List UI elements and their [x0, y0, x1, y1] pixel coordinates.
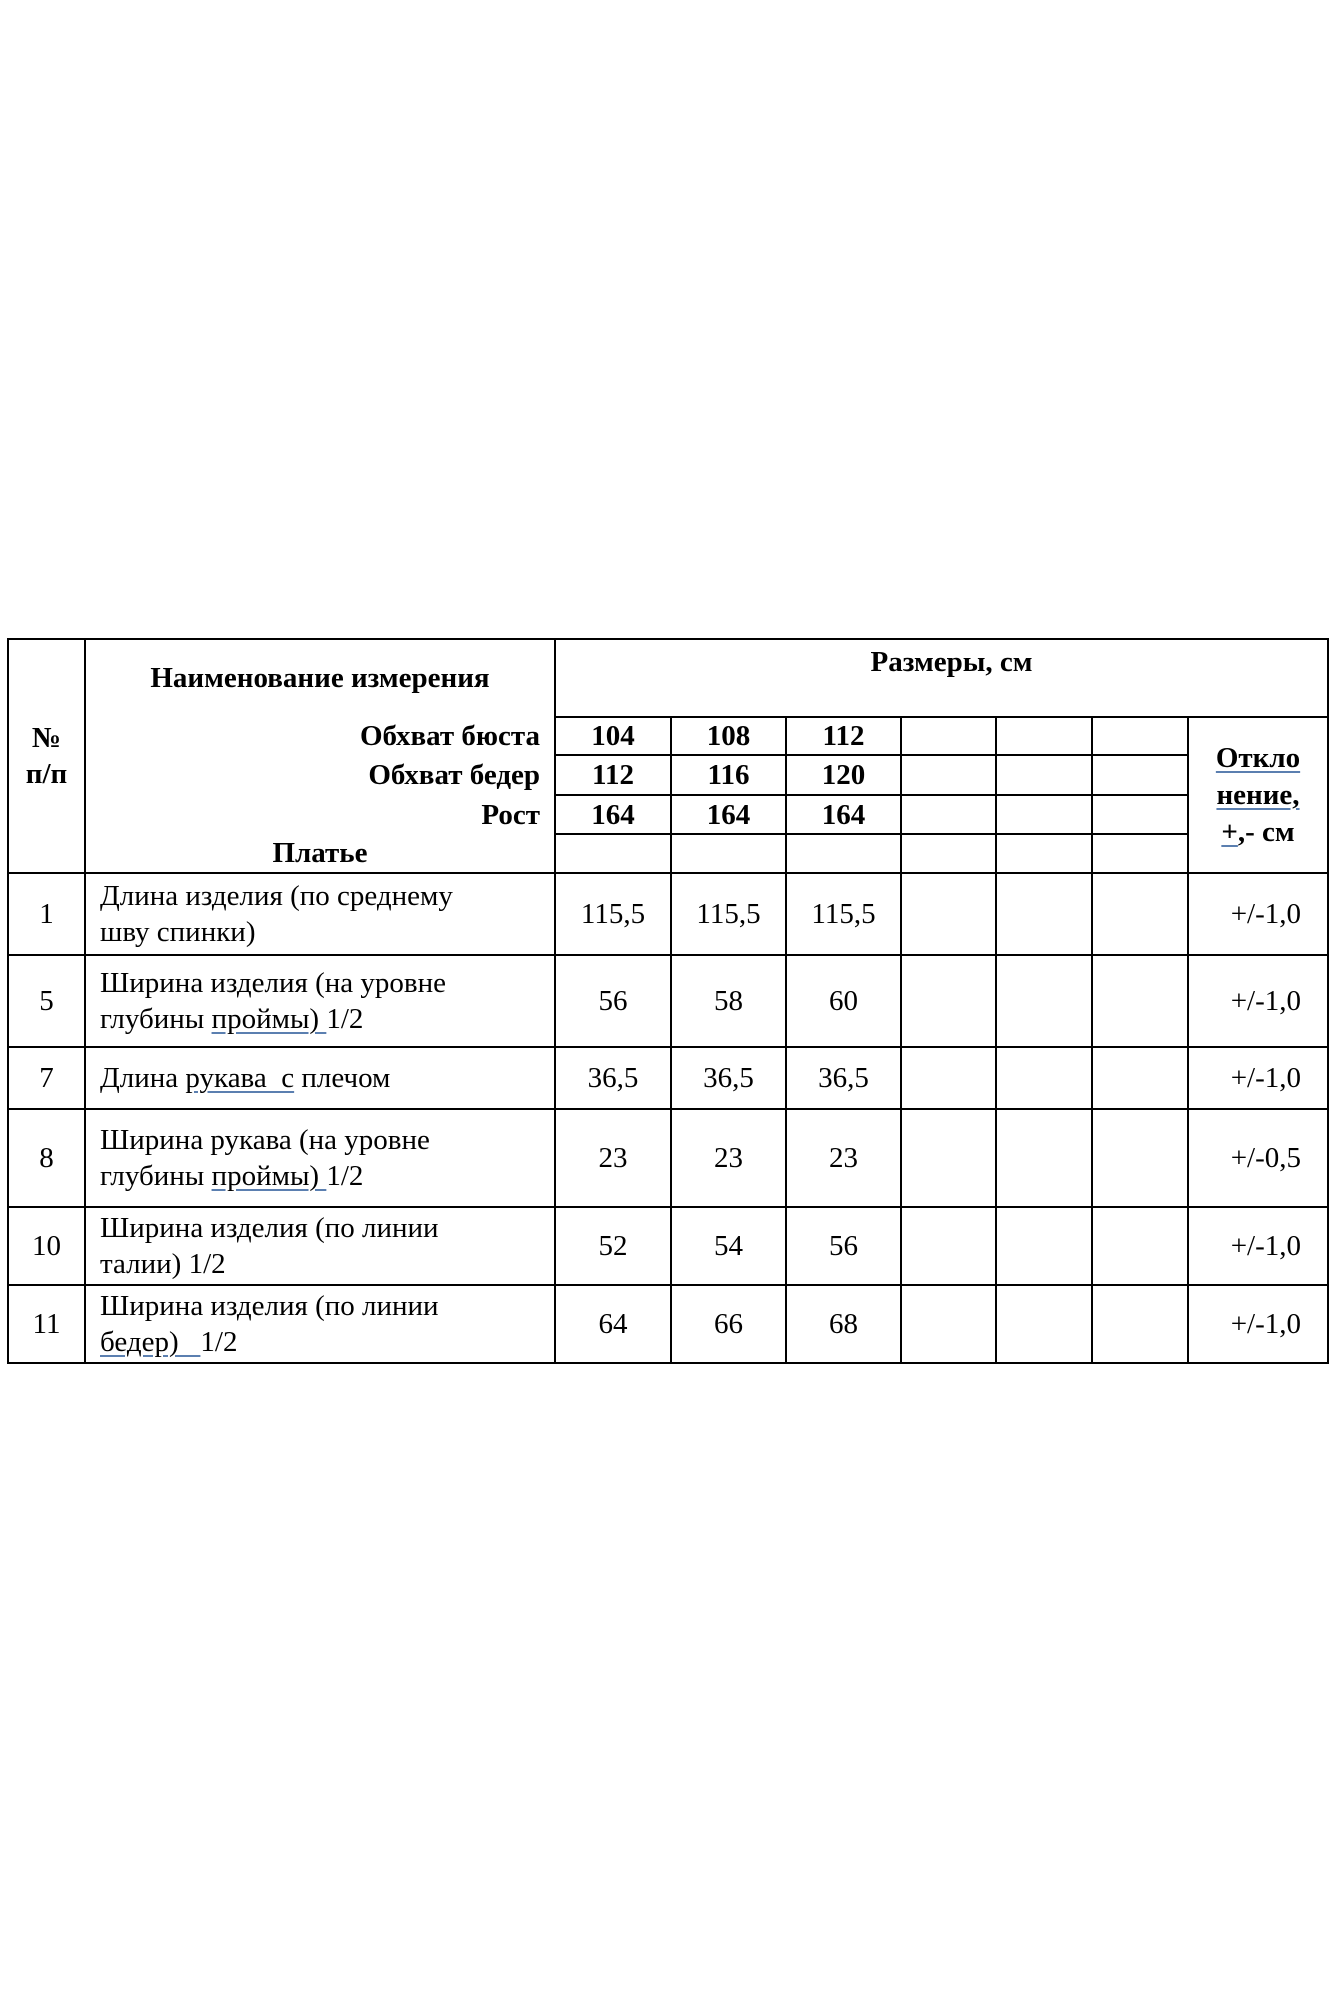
measurement-name-line2-underlined: проймы) — [211, 1160, 327, 1192]
empty-size-cell — [996, 795, 1092, 834]
measurement-name-line2b: 1/2 — [326, 1160, 364, 1192]
empty-cell — [1092, 1207, 1188, 1285]
empty-cell — [901, 1207, 996, 1285]
table-row — [8, 873, 1328, 955]
empty-size-cell — [996, 717, 1092, 755]
empty-cell — [901, 1109, 996, 1207]
height-row — [8, 795, 1328, 834]
size-value-1: 36,5 — [555, 1047, 671, 1109]
deviation-label-unit: ,- см — [1237, 815, 1295, 848]
empty-cell — [996, 955, 1092, 1047]
measurement-name — [85, 1047, 555, 1109]
row-number-label-bottom: п/п — [25, 758, 68, 790]
table-row — [8, 1207, 1328, 1285]
bust-label: Обхват бюста — [85, 717, 555, 755]
measurement-name-line2a: глубины — [100, 1003, 212, 1035]
empty-cell — [1092, 955, 1188, 1047]
row-number-label-top: № — [31, 722, 62, 754]
size-value-3: 36,5 — [786, 1047, 901, 1109]
size-value-1: 115,5 — [555, 873, 671, 955]
size-value-3: 60 — [786, 955, 901, 1047]
empty-size-cell — [1092, 717, 1188, 755]
size-value-2: 23 — [671, 1109, 786, 1207]
measurement-name-label: Наименование измерения — [150, 662, 490, 694]
row-number: 1 — [8, 873, 85, 955]
measurement-name-line1: Ширина рукава (на уровне — [100, 1124, 430, 1156]
deviation-value: +/-1,0 — [1188, 1207, 1328, 1285]
empty-size-cell — [996, 834, 1092, 873]
measurement-name-line2b: 1/2 — [326, 1003, 364, 1035]
empty-cell — [901, 873, 996, 955]
measurement-name-line2: талии) 1/2 — [100, 1248, 226, 1280]
table-row — [8, 1285, 1328, 1363]
size-value-2: 58 — [671, 955, 786, 1047]
empty-size-cell — [996, 755, 1092, 795]
empty-size-cell — [901, 834, 996, 873]
row-number: 11 — [8, 1285, 85, 1363]
sizes-header — [555, 639, 1328, 717]
empty-size-cell — [1092, 834, 1188, 873]
table-row — [8, 955, 1328, 1047]
deviation-label-plus: + — [1221, 815, 1238, 848]
empty-cell — [996, 1285, 1092, 1363]
empty-size-cell — [786, 834, 901, 873]
measurement-name — [85, 955, 555, 1047]
row-number: 8 — [8, 1109, 85, 1207]
empty-size-cell — [901, 755, 996, 795]
measurement-name-line2b: 1/2 — [200, 1326, 238, 1358]
measurement-name-part-a: Длина — [100, 1062, 186, 1094]
measurement-name-line1: Ширина изделия (по линии — [100, 1212, 439, 1244]
deviation-label-line2: нение, — [1216, 778, 1300, 811]
garment-row — [8, 834, 1328, 873]
bust-size-2: 108 — [671, 717, 786, 755]
empty-cell — [901, 1047, 996, 1109]
row-number: 7 — [8, 1047, 85, 1109]
measurement-name-line1: Ширина изделия (по линии — [100, 1290, 439, 1322]
bust-size-3: 112 — [786, 717, 901, 755]
size-value-1: 64 — [555, 1285, 671, 1363]
size-value-2: 36,5 — [671, 1047, 786, 1109]
size-value-3: 23 — [786, 1109, 901, 1207]
hips-row — [8, 755, 1328, 795]
measurement-name-line2-underlined: проймы) — [211, 1003, 327, 1035]
garment-label: Платье — [85, 834, 555, 873]
empty-size-cell — [671, 834, 786, 873]
empty-cell — [1092, 1109, 1188, 1207]
measurement-name-header — [85, 639, 555, 717]
empty-cell — [1092, 1285, 1188, 1363]
hips-label: Обхват бедер — [85, 755, 555, 795]
hips-size-1: 112 — [555, 755, 671, 795]
measurement-name-part-b: плечом — [294, 1062, 391, 1094]
deviation-value: +/-1,0 — [1188, 1285, 1328, 1363]
measurement-name — [85, 1207, 555, 1285]
row-number: 5 — [8, 955, 85, 1047]
deviation-label-line1: Откло — [1215, 741, 1301, 774]
empty-cell — [901, 1285, 996, 1363]
measurement-name-line1: Ширина изделия (на уровне — [100, 967, 446, 999]
empty-size-cell — [901, 717, 996, 755]
size-value-2: 115,5 — [671, 873, 786, 955]
measurement-name-underlined: рукава с — [185, 1062, 295, 1094]
empty-size-cell — [1092, 795, 1188, 834]
bust-size-1: 104 — [555, 717, 671, 755]
deviation-header — [1188, 717, 1328, 873]
hips-size-3: 120 — [786, 755, 901, 795]
measurement-name — [85, 1285, 555, 1363]
size-value-2: 54 — [671, 1207, 786, 1285]
empty-cell — [996, 1109, 1092, 1207]
measurement-name — [85, 1109, 555, 1207]
empty-size-cell — [555, 834, 671, 873]
size-value-2: 66 — [671, 1285, 786, 1363]
height-size-2: 164 — [671, 795, 786, 834]
height-size-1: 164 — [555, 795, 671, 834]
row-number-header — [8, 639, 85, 873]
table-row — [8, 1109, 1328, 1207]
size-value-3: 68 — [786, 1285, 901, 1363]
measurement-name-line2: шву спинки) — [100, 916, 256, 948]
size-chart-table — [7, 638, 1329, 1364]
empty-cell — [1092, 1047, 1188, 1109]
empty-cell — [996, 873, 1092, 955]
deviation-value: +/-1,0 — [1188, 873, 1328, 955]
size-value-3: 56 — [786, 1207, 901, 1285]
bust-row — [8, 717, 1328, 755]
measurement-name-line2a: глубины — [100, 1160, 212, 1192]
size-value-1: 23 — [555, 1109, 671, 1207]
empty-cell — [996, 1047, 1092, 1109]
size-value-1: 52 — [555, 1207, 671, 1285]
empty-cell — [996, 1207, 1092, 1285]
height-label: Рост — [85, 795, 555, 834]
empty-size-cell — [901, 795, 996, 834]
height-size-3: 164 — [786, 795, 901, 834]
header-row-sizes — [8, 639, 1328, 717]
deviation-value: +/-1,0 — [1188, 955, 1328, 1047]
deviation-value: +/-1,0 — [1188, 1047, 1328, 1109]
hips-size-2: 116 — [671, 755, 786, 795]
row-number: 10 — [8, 1207, 85, 1285]
empty-cell — [1092, 873, 1188, 955]
table-row — [8, 1047, 1328, 1109]
measurement-name-line2-underlined: бедер) — [100, 1326, 201, 1358]
measurement-name — [85, 873, 555, 955]
empty-cell — [901, 955, 996, 1047]
sizes-title: Размеры, см — [870, 646, 1033, 678]
empty-size-cell — [1092, 755, 1188, 795]
measurement-name-line1: Длина изделия (по среднему — [100, 880, 453, 912]
size-value-1: 56 — [555, 955, 671, 1047]
size-value-3: 115,5 — [786, 873, 901, 955]
deviation-value: +/-0,5 — [1188, 1109, 1328, 1207]
